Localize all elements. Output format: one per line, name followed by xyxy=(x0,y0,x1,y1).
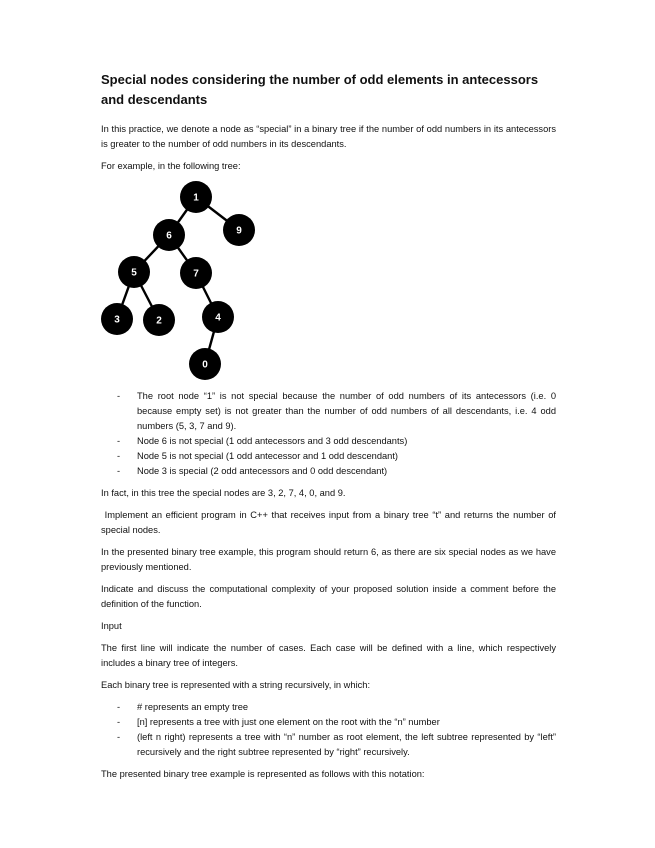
implement-paragraph: Implement an efficient program in C++ that receives input from a binary tree “t” and returns the number of special nodes. xyxy=(101,510,559,535)
list-item: - (left n right) represents a tree with “n” number as root element, the left subtree represented by “left” recursively and the right subtree represented by “right” recursively. xyxy=(117,732,556,757)
binary-tree-svg xyxy=(101,181,281,383)
binary-tree-diagram xyxy=(101,181,556,383)
node-label-6: 6 xyxy=(166,230,172,242)
document-body xyxy=(101,70,559,789)
tree-node-4 xyxy=(202,301,234,333)
complexity-paragraph: Indicate and discuss the computational complexity of your proposed solution inside a comment before the definition of the function. xyxy=(101,584,556,609)
notation-paragraph: The presented binary tree example is represented as follows with this notation: xyxy=(101,769,425,779)
list-item: - [n] represents a tree with just one element on the root with the “n” number xyxy=(117,717,440,727)
node-label-7: 7 xyxy=(193,268,199,280)
tree-node-7 xyxy=(180,257,212,289)
return-paragraph: In the presented binary tree example, this program should return 6, as there are six special nodes as we have previously mentioned. xyxy=(101,547,556,572)
tree-node-0 xyxy=(189,348,221,380)
input-heading: Input xyxy=(101,621,122,631)
node-label-9: 9 xyxy=(236,225,242,237)
list-item: - # represents an empty tree xyxy=(117,702,249,712)
node-label-4: 4 xyxy=(215,312,221,324)
tree-node-1 xyxy=(180,181,212,213)
node-label-0: 0 xyxy=(202,359,208,371)
tree-node-9 xyxy=(223,214,255,246)
list-item: - Node 3 is special (2 odd antecessors and 0 odd descendant) xyxy=(117,466,388,476)
special-nodes-paragraph: In fact, in this tree the special nodes are 3, 2, 7, 4, 0, and 9. xyxy=(101,488,346,498)
node-label-1: 1 xyxy=(193,192,199,204)
document-title: Special nodes considering the number of odd elements in antecessors and descendants xyxy=(101,72,539,107)
list-item: - Node 6 is not special (1 odd antecessors and 3 odd descendants) xyxy=(117,436,408,446)
representation-paragraph: Each binary tree is represented with a string recursively, in which: xyxy=(101,680,371,690)
tree-node-6 xyxy=(153,219,185,251)
notation-list xyxy=(101,700,556,760)
node-label-3: 3 xyxy=(114,314,120,326)
special-analysis-list xyxy=(101,389,556,479)
tree-nodes xyxy=(101,181,255,380)
tree-node-2 xyxy=(143,304,175,336)
example-lead: For example, in the following tree: xyxy=(101,161,241,171)
list-item: - Node 5 is not special (1 odd antecessor and 1 odd descendant) xyxy=(117,451,399,461)
node-label-2: 2 xyxy=(156,315,162,327)
node-label-5: 5 xyxy=(131,267,137,279)
intro-paragraph: In this practice, we denote a node as “special” in a binary tree if the number of odd numbers in its antecessors is greater to the number of odd numbers in its descendants. xyxy=(101,124,556,149)
list-item: - The root node “1” is not special because the number of odd numbers of its antecessors (i.e. 0 because empty set) is not greater than the number of odd numbers of all descendants, i.e. 4 odd numbers (5, 3, 7 and 9). xyxy=(117,391,556,431)
input-paragraph: The first line will indicate the number of cases. Each case will be defined with a line, which respectively includes a binary tree of integers. xyxy=(101,643,556,668)
tree-node-5 xyxy=(118,256,150,288)
tree-node-3 xyxy=(101,303,133,335)
